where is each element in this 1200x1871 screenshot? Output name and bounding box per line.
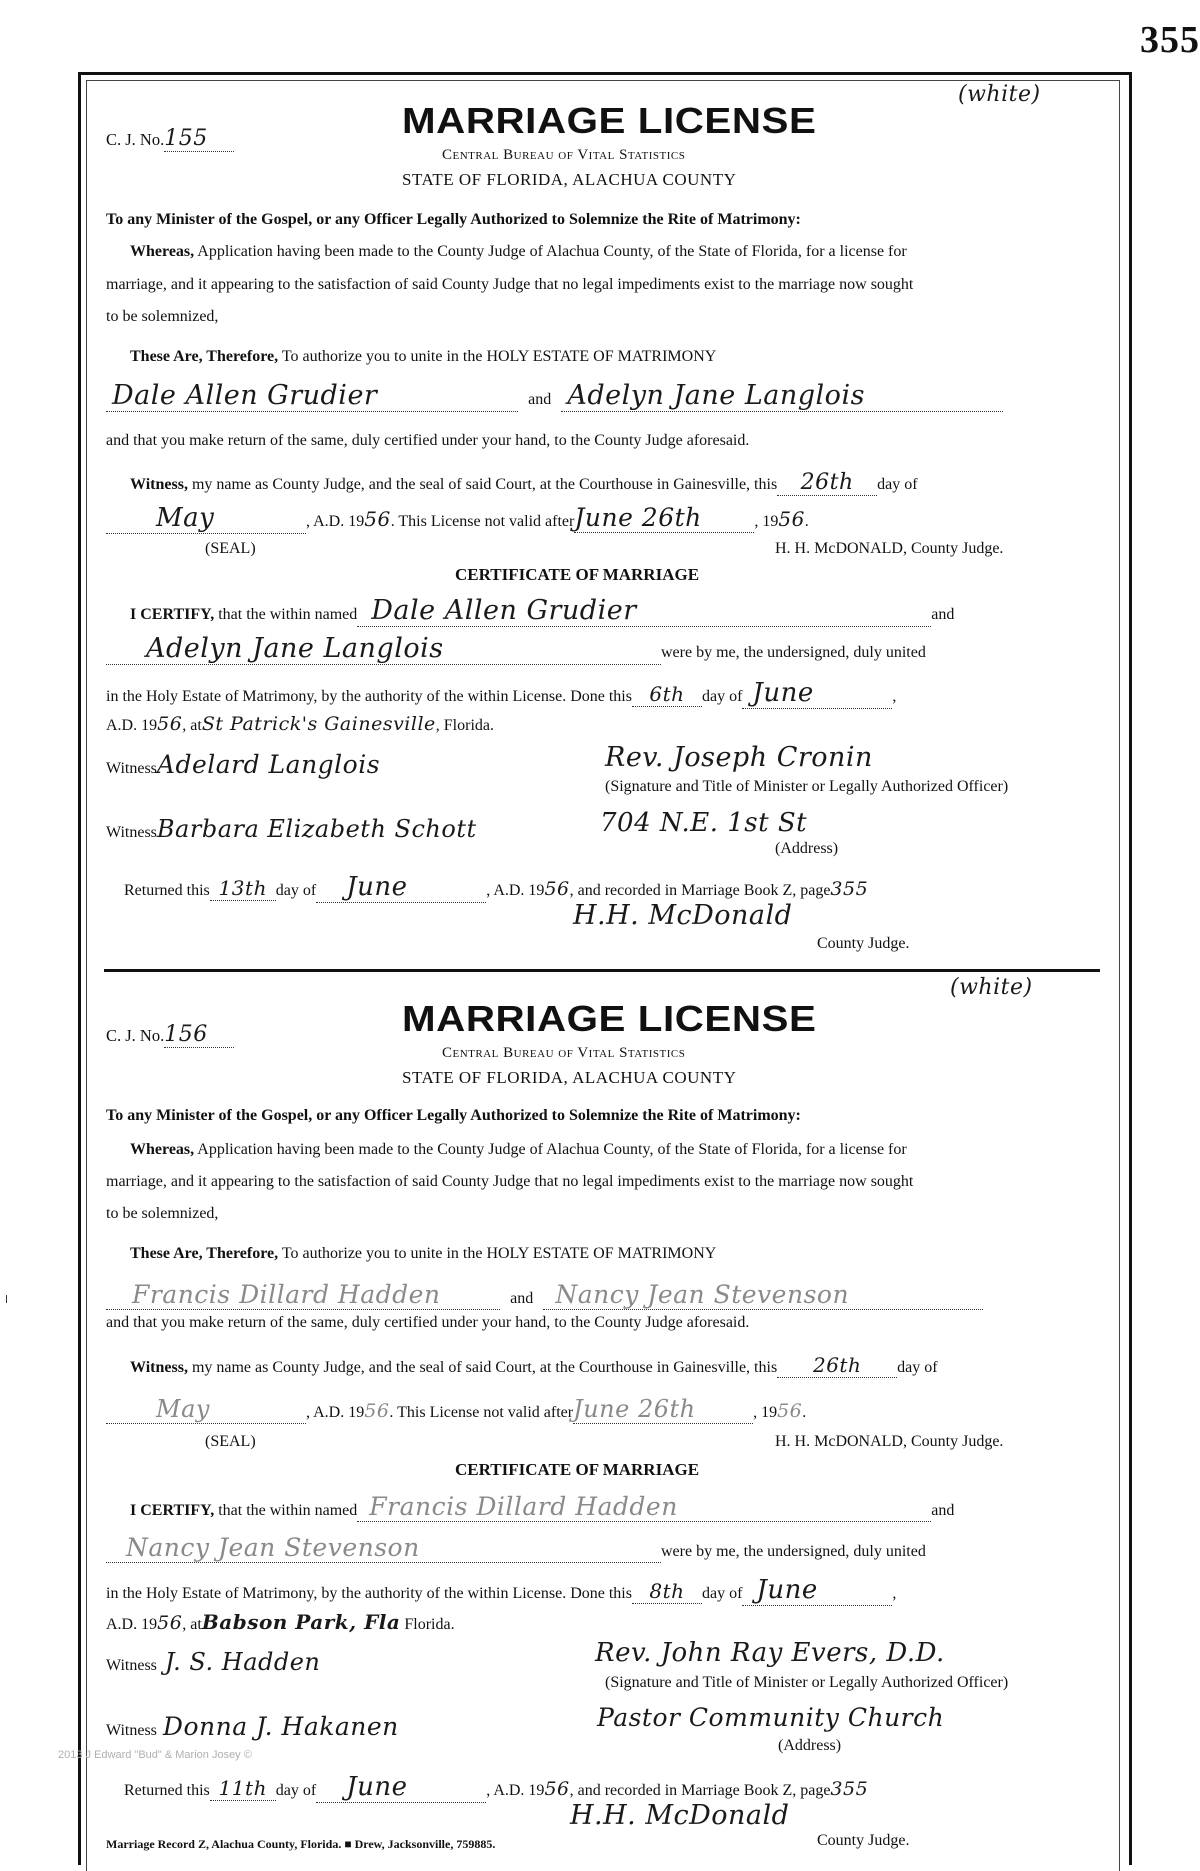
whereas-line-3: to be solemnized, xyxy=(106,1205,219,1222)
witness-2-name: Barbara Elizabeth Schott xyxy=(156,815,477,843)
seal-label: (SEAL) xyxy=(205,1433,256,1450)
bride-name: Adelyn Jane Langlois xyxy=(561,380,1003,412)
cj-number-line xyxy=(106,1022,234,1048)
bride-name: Nancy Jean Stevenson xyxy=(543,1280,983,1310)
whereas-line-1: Whereas, Application having been made to the County Judge of Alachua County, of the State of Florida, for a license for xyxy=(130,243,907,260)
license-title: MARRIAGE LICENSE xyxy=(402,100,817,141)
done-day: 8th xyxy=(632,1579,702,1604)
issue-year: 56 xyxy=(364,1400,390,1422)
county-judge-label: County Judge. xyxy=(817,1832,910,1849)
certify-line: I CERTIFY, that the within named Dale Allen Grudier and xyxy=(130,595,955,626)
whereas-line-2: marriage, and it appearing to the satisfaction of said County Judge that no legal impediments exist to the marriage now sought xyxy=(106,1173,914,1190)
day-of-label: day of xyxy=(877,476,918,493)
returned-line: Returned this 13th day of June , A.D. 1956, and recorded in Marriage Book Z, page355 xyxy=(124,872,869,902)
witness-1-line: Witness J. S. Hadden xyxy=(106,1648,321,1676)
returned-line: Returned this 11th day of June , A.D. 1956, and recorded in Marriage Book Z, page355 xyxy=(124,1772,869,1802)
address-caption: (Address) xyxy=(778,1737,842,1754)
witness-1-name: J. S. Hadden xyxy=(164,1648,321,1676)
these-are-line: These Are, Therefore, To authorize you to unite in the HOLY ESTATE OF MATRIMONY xyxy=(130,348,717,365)
judge-label: H. H. McDONALD, County Judge. xyxy=(775,540,1004,557)
these-are-line: These Are, Therefore, To authorize you to unite in the HOLY ESTATE OF MATRIMONY xyxy=(130,1245,717,1262)
license-divider xyxy=(104,969,1100,972)
officiant-address: 704 N.E. 1st St xyxy=(600,808,808,838)
holy-estate-line: in the Holy Estate of Matrimony, by the authority of the within License. Done this 8th day of June , xyxy=(106,1575,897,1605)
officiant-address: Pastor Community Church xyxy=(597,1703,945,1732)
address-caption: (Address) xyxy=(775,840,839,857)
issue-month: May xyxy=(106,1395,306,1424)
cj-number: 155 xyxy=(164,126,234,152)
witness-judge-line: Witness, my name as County Judge, and the seal of said Court, at the Courthouse in Gainesville, this 26th day of xyxy=(130,470,918,495)
issue-day: 26th xyxy=(777,470,877,496)
expiry-date: June 26th xyxy=(573,1395,753,1424)
return-line: and that you make return of the same, duly certified under your hand, to the County Judge aforesaid. xyxy=(106,432,750,449)
day-of-label: day of xyxy=(897,1359,938,1376)
witness-2-line: WitnessBarbara Elizabeth Schott xyxy=(106,815,477,843)
cert-bride-line: Nancy Jean Stevenson were by me, the undersigned, duly united xyxy=(106,1533,926,1563)
certificate-title: CERTIFICATE OF MARRIAGE xyxy=(455,1460,700,1479)
expiry-year: 56 xyxy=(777,1400,803,1422)
county-judge-label: County Judge. xyxy=(817,935,910,952)
race-note: (white) xyxy=(958,82,1041,107)
marriage-place: St Patrick's Gainesville xyxy=(201,713,436,735)
whereas-line-3: to be solemnized, xyxy=(106,308,219,325)
done-year: 56 xyxy=(157,713,183,735)
bureau-line: Central Bureau of Vital Statistics xyxy=(442,147,686,163)
expiry-date: June 26th xyxy=(574,503,754,533)
certify-line: I CERTIFY, that the within named Francis Dillard Hadden and xyxy=(130,1492,955,1521)
signature-caption: (Signature and Title of Minister or Legally Authorized Officer) xyxy=(605,1674,1009,1691)
holy-estate-line: in the Holy Estate of Matrimony, by the authority of the within License. Done this 6th day of June , xyxy=(106,678,897,708)
returned-day: 11th xyxy=(210,1776,276,1801)
seal-label: (SEAL) xyxy=(205,540,256,557)
done-day: 6th xyxy=(632,682,702,707)
cert-bride-line: Adelyn Jane Langlois were by me, the undersigned, duly united xyxy=(106,633,926,665)
cert-bride-name: Adelyn Jane Langlois xyxy=(106,633,661,665)
whereas-line-2: marriage, and it appearing to the satisfaction of said County Judge that no legal impediments exist to the marriage now sought xyxy=(106,276,914,293)
cert-groom-name: Francis Dillard Hadden xyxy=(357,1492,931,1522)
done-year: 56 xyxy=(157,1612,183,1634)
judge-label: H. H. McDONALD, County Judge. xyxy=(775,1433,1004,1450)
officiant-signature: Rev. Joseph Cronin xyxy=(605,742,873,773)
address-line: To any Minister of the Gospel, or any Officer Legally Authorized to Solemnize the Rite of Matrimony: xyxy=(106,1107,801,1124)
issue-day: 26th xyxy=(777,1353,897,1378)
witness-2-name: Donna J. Hakanen xyxy=(162,1712,399,1741)
done-month: June xyxy=(742,1575,892,1606)
address-line: To any Minister of the Gospel, or any Officer Legally Authorized to Solemnize the Rite of Matrimony: xyxy=(106,211,801,228)
place-line: A.D. 1956, atBabson Park, Fla Florida. xyxy=(106,1610,455,1634)
returned-month: June xyxy=(316,872,486,903)
returned-year: 56 xyxy=(544,1778,570,1800)
race-note: (white) xyxy=(950,975,1033,1000)
record-page: 355 xyxy=(830,878,869,900)
witness-1-name: Adelard Langlois xyxy=(156,750,381,779)
couple-line xyxy=(106,1280,983,1310)
whereas-line-1: Whereas, Application having been made to the County Judge of Alachua County, of the State of Florida, for a license for xyxy=(130,1141,907,1158)
issue-date-line: May , A.D. 1956. This License not valid afterJune 26th , 1956. xyxy=(106,1395,806,1424)
page-number: 355 xyxy=(1140,19,1200,61)
couple-line xyxy=(106,380,1003,412)
judge-signature: H.H. McDonald xyxy=(573,900,793,931)
marriage-place: Babson Park, Fla xyxy=(201,1610,401,1634)
issue-date-line: May , A.D. 1956. This License not valid afterJune 26th , 1956. xyxy=(106,503,809,534)
judge-signature: H.H. McDonald xyxy=(570,1800,790,1831)
license-title: MARRIAGE LICENSE xyxy=(402,998,817,1039)
page-footer: Marriage Record Z, Alachua County, Florida. ■ Drew, Jacksonville, 759885. xyxy=(106,1837,496,1851)
witness-judge-line: Witness, my name as County Judge, and the seal of said Court, at the Courthouse in Gainesville, this 26th day of xyxy=(130,1353,938,1377)
and-label: and xyxy=(510,1290,534,1307)
bureau-line: Central Bureau of Vital Statistics xyxy=(442,1045,686,1061)
cj-number-line xyxy=(106,126,234,152)
returned-year: 56 xyxy=(544,878,570,900)
state-line: STATE OF FLORIDA, ALACHUA COUNTY xyxy=(402,1068,737,1087)
state-line: STATE OF FLORIDA, ALACHUA COUNTY xyxy=(402,170,737,189)
groom-name: Dale Allen Grudier xyxy=(106,380,518,412)
returned-month: June xyxy=(316,1772,486,1803)
returned-day: 13th xyxy=(210,876,276,901)
cj-label: C. J. No. xyxy=(106,1026,165,1045)
signature-caption: (Signature and Title of Minister or Legally Authorized Officer) xyxy=(605,778,1009,795)
return-line: and that you make return of the same, duly certified under your hand, to the County Judge aforesaid. xyxy=(106,1314,750,1331)
cj-label: C. J. No. xyxy=(106,130,165,149)
cj-number: 156 xyxy=(164,1022,234,1048)
groom-name: Francis Dillard Hadden xyxy=(106,1280,500,1310)
margin-mark xyxy=(6,1295,7,1303)
record-page: 355 xyxy=(830,1778,869,1800)
witness-1-line: WitnessAdelard Langlois xyxy=(106,750,381,779)
issue-month: May xyxy=(106,503,306,534)
issue-year: 56 xyxy=(364,507,391,531)
officiant-signature: Rev. John Ray Evers, D.D. xyxy=(595,1638,945,1668)
done-month: June xyxy=(742,678,892,709)
cert-bride-name: Nancy Jean Stevenson xyxy=(106,1533,661,1563)
certificate-title: CERTIFICATE OF MARRIAGE xyxy=(455,565,700,584)
and-label: and xyxy=(528,391,552,408)
place-line: A.D. 1956, atSt Patrick's Gainesville, Florida. xyxy=(106,713,494,735)
witness-2-line: Witness Donna J. Hakanen xyxy=(106,1712,399,1741)
cert-groom-name: Dale Allen Grudier xyxy=(357,595,931,627)
expiry-year: 56 xyxy=(778,507,805,531)
copyright-watermark: 2013 J Edward "Bud" & Marion Josey © xyxy=(58,1749,252,1761)
